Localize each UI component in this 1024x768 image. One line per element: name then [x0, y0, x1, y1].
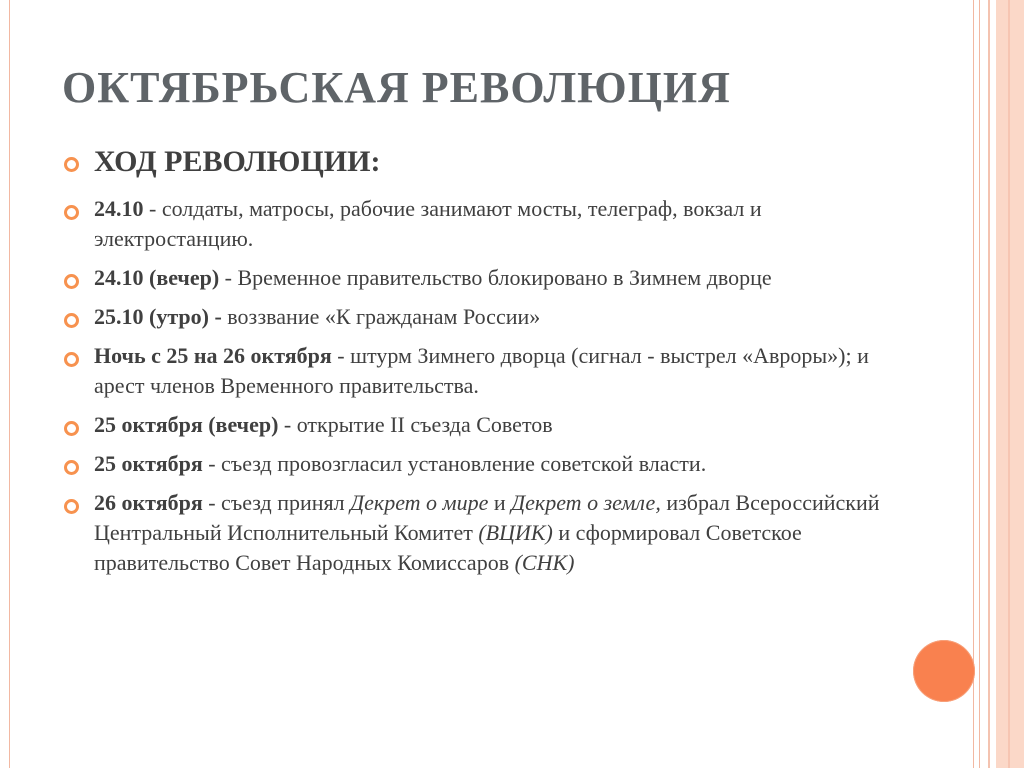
item-date: 24.10 (вечер) — [94, 265, 220, 290]
right-frame-line — [973, 0, 974, 768]
item-text: - штурм Зимнего дворца (сигнал - выстрел «Авроры»); и арест членов Временного правительства. — [94, 343, 869, 398]
right-frame-line — [988, 0, 990, 768]
left-frame-line — [9, 0, 10, 768]
item-text: - открытие II съезда Советов — [278, 412, 553, 437]
list-item — [64, 341, 894, 401]
slide-title: ОКТЯБРЬСКАЯ РЕВОЛЮЦИЯ — [62, 63, 731, 112]
vtsik-abbr: (ВЦИК) — [478, 520, 553, 545]
decorative-circle — [913, 640, 975, 702]
circle-bullet-icon — [64, 313, 79, 328]
item-text: - съезд провозгласил установление советской власти. — [202, 451, 707, 476]
list-item — [64, 449, 894, 479]
list-item — [64, 410, 894, 440]
circle-bullet-icon — [64, 274, 79, 289]
circle-bullet-icon — [64, 421, 79, 436]
item-date: Ночь с 25 на 26 октября — [94, 343, 332, 368]
list-item — [64, 488, 894, 578]
right-decor-stripe-edge — [1008, 0, 1010, 768]
heading-text: ХОД РЕВОЛЮЦИИ: — [94, 145, 381, 178]
list-item — [64, 302, 894, 332]
list-item — [64, 263, 894, 293]
item-text: воззвание «К гражданам России» — [221, 304, 541, 329]
item-date: 26 октября — [94, 490, 203, 515]
snk-abbr: (СНК) — [514, 550, 575, 575]
item-text: - солдаты, матросы, рабочие занимают мосты, телеграф, вокзал и электростанцию. — [94, 196, 762, 251]
right-decor-stripe — [996, 0, 1024, 768]
circle-bullet-icon — [64, 205, 79, 220]
decree-peace: Декрет о мире — [350, 490, 489, 515]
decree-land: Декрет о земле, — [511, 490, 661, 515]
right-frame-line — [979, 0, 980, 768]
list-heading — [64, 142, 894, 182]
circle-bullet-icon — [64, 352, 79, 367]
item-date: 25 октября (вечер) — [94, 412, 279, 437]
item-text: - Временное правительство блокировано в Зимнем дворце — [219, 265, 772, 290]
item-text: и сформировал Советское правительство Совет Народных Комиссаров — [94, 520, 802, 575]
bullet-list — [64, 142, 894, 587]
item-text: избрал Всероссийский Центральный Исполнительный Комитет — [94, 490, 880, 545]
item-text: и — [488, 490, 512, 515]
circle-bullet-icon — [64, 460, 79, 475]
item-date: 24.10 — [94, 196, 144, 221]
item-date: 25 октября — [94, 451, 203, 476]
circle-bullet-icon — [64, 499, 79, 514]
list-item — [64, 194, 894, 254]
circle-bullet-icon — [64, 157, 79, 172]
item-date: 25.10 (утро) - — [94, 304, 222, 329]
item-text: - съезд принял — [202, 490, 351, 515]
